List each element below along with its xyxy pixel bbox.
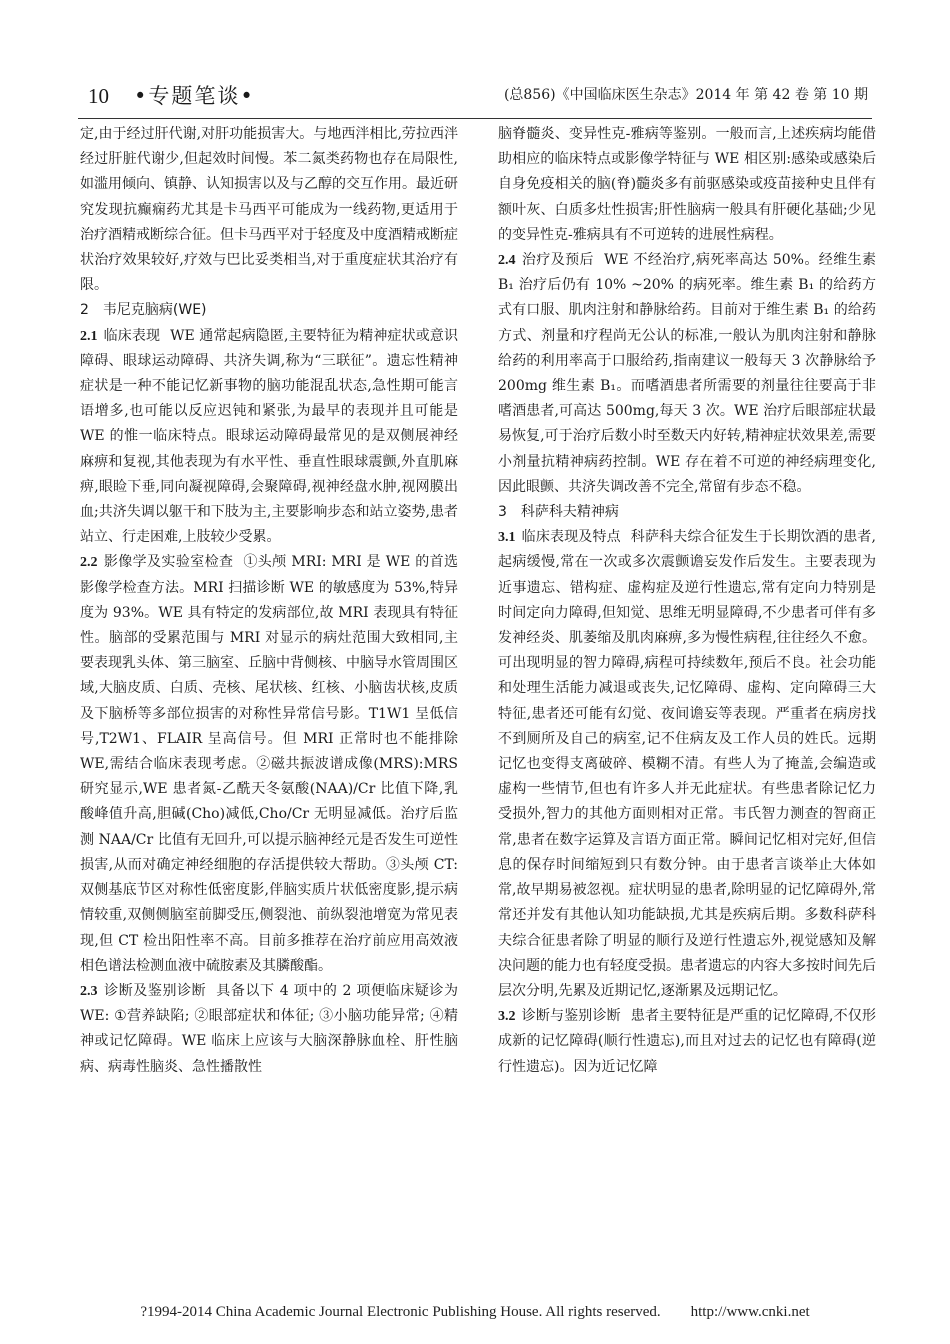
page-header [78,80,872,120]
subsection-paragraph [498,1004,876,1080]
section-heading: 2 韦尼克脑病(WE) [80,302,207,319]
subsection-body: 科萨科夫综合征发生于长期饮酒的患者,起病缓慢,常在一次或多次震颤谵妄发作后发生。主要表现为近事遗忘、错构症、虚构症及逆行性遗忘,常有定向力特别是时间定向力障碍,但知觉、思维无明显障碍,不少患者可伴有多发神经炎、肌萎缩及肌肉麻痹,多为慢性病程,往往经久不愈。可出现明显的智力障碍,病程可持续数年,预后不良。社会功能和处理生活能力减退或丧失,记忆障碍、虚构、定向障碍三大特征,患者还可能有幻觉、夜间谵妄等表现。严重者在病房找不到厕所及自己的病室,记不住病友及工作人员的姓氏。远期记忆也变得支离破碎、模糊不清。有些人为了掩盖,会编造或虚构一些情节,但也有许多人并无此症状。有些患者除记忆力受损外,智力的其他方面则相对正常。韦氏智力测查的智商正常,患者在数字运算及言语方面正常。瞬间记忆相对完好,但信息的保存时间缩短到只有数分钟。由于患者言谈举止大体如常,故早期易被忽视。症状明显的患者,除明显的记忆障碍外,常常还并发有其他认知功能缺损,尤其是疾病后期。多数科萨科夫综合征患者除了明显的顺行及逆行性遗忘外,视觉感知及解决问题的能力也有轻度受损。患者遗忘的内容大多按时间先后层次分明,先累及近期记忆,逐渐累及远期记忆。 [498,529,876,999]
subsection-number: 3.2 [498,1009,516,1025]
subsection-number: 3.1 [498,530,516,546]
subsection-paragraph [80,979,458,1080]
subsection-title: 临床表现 [103,327,161,344]
subsection-title: 诊断及鉴别诊断 [103,982,207,999]
left-column [80,122,458,1080]
subsection-title: 临床表现及特点 [521,529,621,546]
subsection-title: 影像学及实验室检查 [103,554,234,571]
subsection-number: 2.2 [80,555,98,571]
section-name: •专题笔谈• [134,84,255,108]
subsection-body: 患者主要特征是严重的记忆障碍,不仅形成新的记忆障碍(顺行性遗忘),而且对过去的记忆也有障碍(逆行性遗忘)。因为近记忆障 [498,1008,876,1075]
copyright-footer: ?1994-2014 China Academic Journal Electronic Publishing House. All rights reserved. http://www.cnki.net [140,1304,810,1320]
subsection-number: 2.4 [498,253,516,269]
header-rule [78,118,872,119]
subsection-title: 治疗及预后 [521,252,594,269]
subsection-number: 2.1 [80,328,98,344]
subsection-paragraph [80,550,458,978]
subsection-paragraph [498,248,876,500]
body-paragraph: 定,由于经过肝代谢,对肝功能损害大。与地西泮相比,劳拉西泮经过肝脏代谢少,但起效时间慢。苯二氮类药物也存在局限性,如滥用倾向、镇静、认知损害以及与乙醇的交互作用。最近研究发现抗癫痫药尤其是卡马西平可能成为一线药物,更适用于治疗酒精戒断综合征。但卡马西平对于轻度及中度酒精戒断症状治疗效果较好,疗效与巴比妥类相当,对于重度症状其治疗有限。 [80,126,458,294]
subsection-body: WE 通常起病隐匿,主要特征为精神症状或意识障碍、眼球运动障碍、共济失调,称为“三联征”。遗忘性精神症状是一种不能记忆新事物的脑功能混乱状态,急性期可能言语增多,也可能以反应迟钝和紧张,为最早的表现并且可能是 WE 的惟一临床特点。眼球运动障碍最常见的是双侧展神经麻痹和复视,其他表现为有水平性、垂直性眼球震颤,外直肌麻痹,眼睑下垂,同向凝视障碍,会聚障碍,视神经盘水肿,视网膜出血;共济失调以躯干和下肢为主,主要影响步态和站立姿势,患者站立、行走困难,上肢较少受累。 [80,327,458,546]
subsection-body: ①头颅 MRI: MRI 是 WE 的首选影像学检查方法。MRI 扫描诊断 WE 的敏感度为 53%,特异度为 93%。WE 具有特定的发病部位,故 MRI 表现具有特征性。脑部的受累范围与 MRI 对显示的病灶范围大致相同,主要表现乳头体、第三脑室、丘脑中背侧核、中脑导水管周围区域,大脑皮质、白质、壳核、尾状核、红核、小脑齿状核,皮质及下脑桥等多部位损害的对称性异常信号影。T1W1 呈低信号,T2W1、FLAIR 呈高信号。但 MRI 正常时也不能排除 WE,需结合临床表现考虑。②磁共振波谱成像(MRS):MRS 研究显示,WE 患者氮-乙酰天冬氨酸(NAA)/Cr 比值下降,乳酸峰值升高,胆碱(Cho)减低,Cho/Cr 无明显减低。治疗后监测 NAA/Cr 比值有无回升,可以提示脑神经元是否发生可逆性损害,从而对确定神经细胞的存活提供较大帮助。③头颅 CT: 双侧基底节区对称性低密度影,伴脑实质片状低密度影,提示病情较重,双侧侧脑室前脚受压,侧裂池、前纵裂池增宽为常见表现,但 CT 检出阳性率不高。目前多推荐在治疗前应用高效液相色谱法检测血液中硫胺素及其膦酸酯。 [80,554,459,974]
body-paragraph: 脑脊髓炎、变异性克-雅病等鉴别。一般而言,上述疾病均能借助相应的临床特点或影像学特征与 WE 相区别:感染或感染后自身免疫相关的脑(脊)髓炎多有前驱感染或疫苗接种史且伴有额叶灰、白质多灶性损害;肝性脑病一般具有肝硬化基础;少见的变异性克-雅病具有不可逆转的进展性病程。 [498,126,876,243]
subsection-body: WE 不经治疗,病死率高达 50%。经维生素 B₁ 治疗后仍有 10% ~20% 的病死率。维生素 B₁ 的给药方式有口服、肌肉注射和静脉给药。目前对于维生素 B₁ 的给药方式、剂量和疗程尚无公认的标准,一般认为肌肉注射和静脉给药的利用率高于口服给药,指南建议一般每天 3 次静脉给予 200mg 维生素 B₁。而嗜酒患者所需要的剂量往往要高于非嗜酒患者,可高达 500mg,每天 3 次。WE 治疗后眼部症状最易恢复,可于治疗后数小时至数天内好转,精神症状效果差,需要小剂量抗精神病药控制。WE 存在着不可逆的神经病理变化,因此眼颤、共济失调改善不完全,常留有步态不稳。 [498,252,877,495]
page-number: 10 [88,84,109,108]
subsection-body: 具备以下 4 项中的 2 项便临床疑诊为 WE: ①营养缺陷; ②眼部症状和体征; ③小脑功能异常; ④精神或记忆障碍。WE 临床上应该与大脑深静脉血栓、肝性脑病、病毒性脑炎、急性播散性 [80,982,458,1075]
subsection-paragraph [80,324,458,551]
subsection-number: 2.3 [80,983,98,999]
right-column [498,122,876,1080]
subsection-paragraph [498,525,876,1004]
journal-info: (总856)《中国临床医生杂志》2014 年 第 42 卷 第 10 期 [503,87,868,103]
subsection-title: 诊断与鉴别诊断 [521,1008,621,1025]
section-heading: 3 科萨科夫精神病 [498,504,619,521]
